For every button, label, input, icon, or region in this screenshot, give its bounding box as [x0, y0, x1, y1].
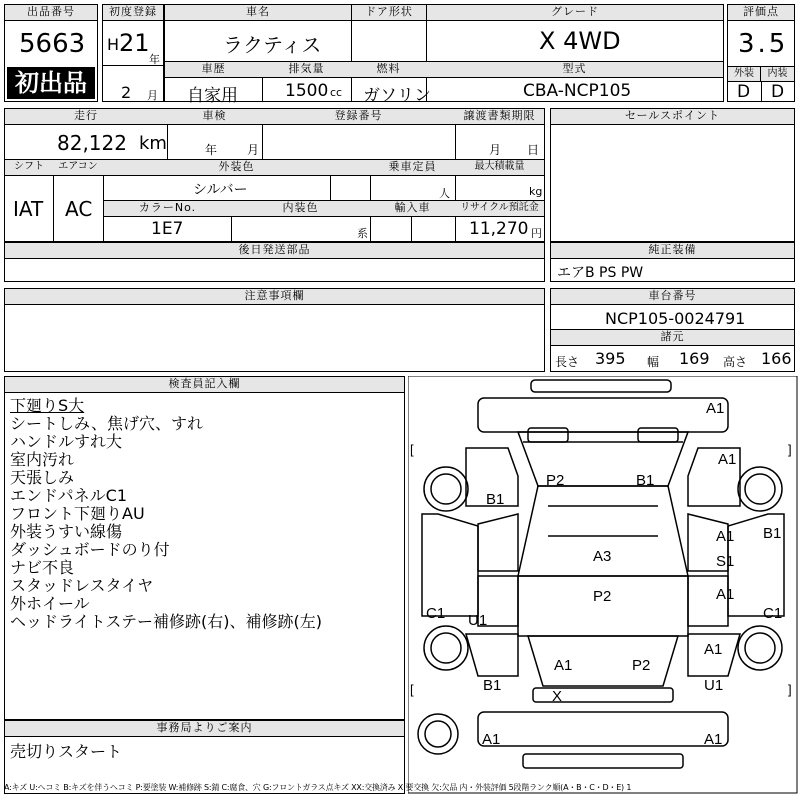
aircon-label: エアコン	[53, 160, 104, 176]
note-line: シートしみ、焦げ穴、すれ	[10, 414, 203, 433]
recycle-value: 11,270	[469, 219, 529, 239]
mileage-value: 82,122	[57, 131, 127, 155]
height-label: 高さ	[723, 355, 748, 369]
spec-row-box	[164, 61, 724, 106]
chassis-value: NCP105-0024791	[605, 309, 746, 328]
inspector-notes	[10, 397, 322, 631]
transfer-month-unit: 月	[489, 143, 502, 157]
note-line: ダッシュボードのり付	[10, 540, 170, 559]
shift-label: シフト	[5, 160, 54, 176]
damage-mark: A1	[718, 451, 737, 468]
int-color-unit: 系	[357, 227, 368, 240]
model-label: 型式	[426, 62, 723, 78]
year-unit: 年	[149, 53, 160, 66]
capacity-label: 乗車定員	[370, 160, 456, 176]
max-load-unit: kg	[529, 185, 543, 198]
equipment-label: 純正装備	[551, 243, 794, 259]
caution-box	[4, 288, 545, 372]
damage-mark: B1	[636, 472, 655, 489]
equipment-value: エアB PS PW	[557, 265, 644, 281]
sales-point-box	[550, 108, 795, 242]
shift-value: IAT	[13, 197, 44, 221]
bracket-mark: [	[410, 682, 414, 697]
lot-number: 5663	[19, 29, 86, 59]
score-box	[727, 4, 795, 102]
recycle-unit: 円	[531, 227, 542, 240]
damage-mark: B1	[763, 525, 782, 542]
damage-mark: A3	[593, 548, 612, 565]
interior-grade-label: 内装	[761, 67, 794, 82]
lot-number-box	[4, 4, 98, 102]
note-line: フロント下廻りAU	[10, 504, 145, 523]
note-line: ナビ不良	[10, 558, 75, 577]
damage-mark: A1	[704, 641, 723, 658]
note-line: ヘッドライトステー補修跡(右)、補修跡(左)	[10, 612, 323, 631]
mileage-label: 走行	[5, 109, 168, 125]
car-damage-diagram	[408, 376, 798, 794]
mileage-unit: km	[139, 133, 167, 154]
registration-month: 2	[121, 83, 132, 102]
era: H	[107, 35, 120, 54]
fuel-label: 燃料	[351, 62, 427, 78]
displacement-label: 排気量	[262, 62, 352, 78]
reg-number-label: 登録番号	[262, 109, 456, 125]
details-box	[4, 108, 545, 242]
later-parts-label: 後日発送部品	[5, 243, 544, 259]
damage-mark: P2	[593, 588, 612, 605]
ext-color-label: 外装色	[103, 160, 371, 176]
office-title: 事務局よりご案内	[5, 721, 404, 737]
note-line: スタッドレスタイヤ	[10, 576, 154, 595]
later-parts-box	[4, 242, 545, 282]
note-line: 外ホイール	[10, 594, 90, 613]
damage-mark: A1	[482, 731, 501, 748]
fuel-value: ガソリン	[363, 86, 431, 106]
width-value: 169	[679, 349, 710, 368]
door-box	[351, 4, 427, 62]
history-label: 車歴	[165, 62, 263, 78]
history-value: 自家用	[187, 86, 238, 106]
width-label: 幅	[647, 355, 660, 369]
exterior-grade-label: 外装	[728, 67, 761, 82]
damage-mark: B1	[483, 677, 502, 694]
first-listing-badge: 初出品	[7, 67, 95, 99]
damage-mark: A1	[706, 400, 725, 417]
office-message: 売切りスタート	[10, 742, 123, 761]
caution-label: 注意事項欄	[5, 289, 544, 305]
damage-mark: C1	[426, 605, 446, 622]
damage-mark: U1	[468, 612, 488, 629]
inspector-box	[4, 376, 405, 720]
registration-year: 21	[119, 29, 150, 57]
month-unit: 月	[147, 89, 158, 102]
aircon-value: AC	[65, 197, 93, 221]
inspection-year-unit: 年	[205, 143, 218, 157]
score-label: 評価点	[728, 5, 794, 21]
capacity-unit: 人	[439, 187, 450, 200]
height-value: 166	[761, 349, 792, 368]
recycle-label: リサイクル預託金	[455, 201, 544, 217]
grade-box	[426, 4, 724, 62]
lot-number-label: 出品番号	[5, 5, 97, 21]
length-label: 長さ	[555, 355, 580, 369]
damage-mark: A1	[704, 731, 723, 748]
bracket-mark: [	[410, 442, 414, 457]
interior-grade: D	[771, 82, 785, 102]
chassis-box	[550, 288, 795, 372]
damage-mark: A1	[554, 657, 573, 674]
sales-point-label: セールスポイント	[551, 109, 794, 125]
bracket-mark: ]	[788, 442, 792, 457]
inspection-label: 車検	[167, 109, 263, 125]
model-value: CBA-NCP105	[523, 81, 632, 101]
transfer-day-unit: 日	[527, 143, 540, 157]
car-name: ラクティス	[223, 33, 322, 57]
bracket-mark: ]	[788, 682, 792, 697]
damage-mark: A1	[716, 528, 735, 545]
chassis-label: 車台番号	[551, 289, 794, 305]
damage-mark: P2	[632, 657, 651, 674]
car-name-box	[164, 4, 352, 62]
max-load-label: 最大積載量	[455, 160, 544, 176]
note-line: 天張しみ	[10, 468, 75, 487]
note-line: ハンドルすれ大	[10, 432, 123, 451]
color-no-label: カラーNo.	[104, 201, 232, 217]
inspection-month-unit: 月	[247, 143, 260, 157]
note-line: 室内汚れ	[10, 450, 75, 469]
transfer-label: 譲渡書類期限	[455, 109, 544, 125]
dims-label: 諸元	[551, 330, 794, 346]
exterior-grade: D	[737, 82, 751, 102]
damage-mark: U1	[704, 677, 724, 694]
equipment-box	[550, 242, 795, 282]
note-line: エンドパネルC1	[10, 486, 128, 505]
damage-mark: S1	[716, 553, 735, 570]
note-line: 外装うすい線傷	[10, 522, 123, 541]
damage-mark: X	[552, 688, 563, 705]
first-registration-label: 初度登録	[103, 5, 163, 21]
inspector-title: 検査員記入欄	[5, 377, 404, 393]
car-name-label: 車名	[165, 5, 351, 21]
damage-mark: C1	[763, 605, 783, 622]
int-color-label: 内装色	[231, 201, 371, 217]
note-line: 下廻りS大	[10, 396, 85, 415]
grade-value: X 4WD	[539, 27, 621, 55]
color-no-value: 1E7	[151, 219, 184, 239]
displacement-value: 1500	[285, 81, 329, 101]
legend-text: A:キズ U:ヘコミ B:キズを伴うヘコミ P:要塗装 W:補修跡 S:錆 C:腐食、穴 G:フロントガラス点キズ XX:交換済み X:要交換 欠:欠品 内・外装評価 5段階ランク順(A・B・C・D・E) 1	[4, 783, 632, 792]
score-value: 3.5	[738, 29, 789, 59]
import-label: 輸入車	[370, 201, 456, 217]
first-registration-box	[102, 4, 164, 102]
displacement-unit: cc	[330, 86, 343, 99]
damage-mark: A1	[716, 586, 735, 603]
ext-color-value: シルバー	[193, 182, 248, 198]
door-label: ドア形状	[352, 5, 426, 21]
damage-mark: P2	[546, 472, 565, 489]
length-value: 395	[595, 349, 626, 368]
damage-mark: B1	[486, 491, 505, 508]
grade-label: グレード	[427, 5, 723, 21]
